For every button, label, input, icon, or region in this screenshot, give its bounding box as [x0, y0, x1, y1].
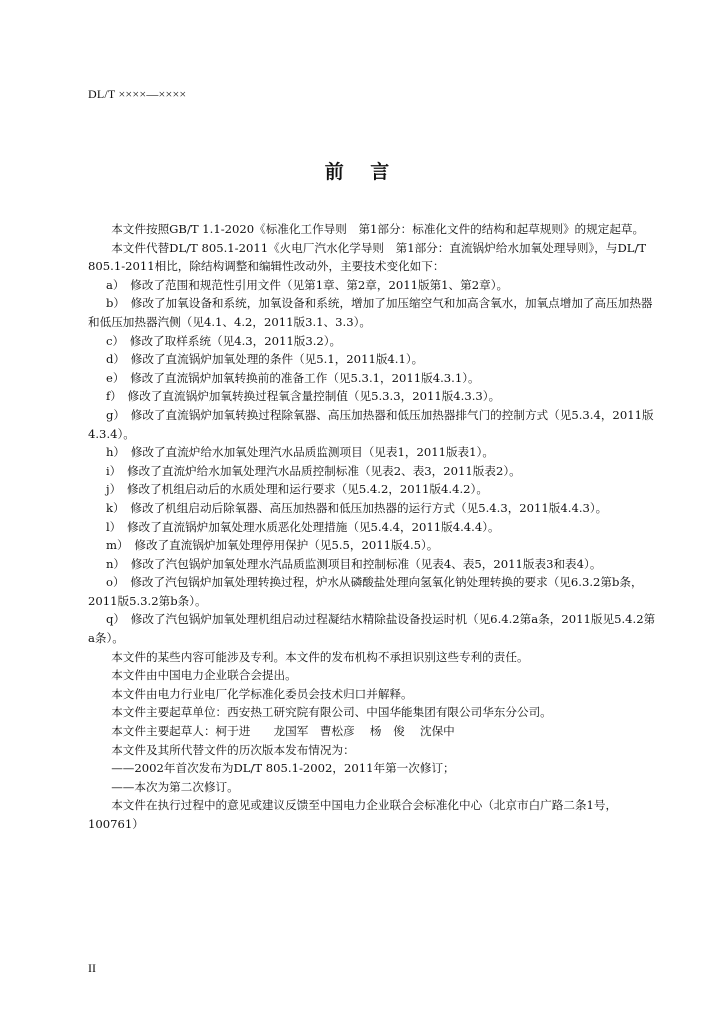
paragraph: ——2002年首次发布为DL/T 805.1-2002，2011年第一次修订；	[111, 761, 455, 776]
list-item: q） 修改了汽包锅炉加氧处理机组启动过程凝结水精除盐设备投运时机（见6.4.2第a条，2011版见5.4.2第a条）。	[88, 612, 656, 646]
header-doc-code: DL/T ××××—××××	[88, 87, 187, 101]
document-body	[88, 220, 658, 834]
paragraph: 本文件的某些内容可能涉及专利。本文件的发布机构不承担识别这些专利的责任。	[111, 649, 529, 664]
paragraph: 本文件主要起草人：柯于进 龙国军 曹松彦 杨 俊 沈保中	[111, 724, 455, 739]
paragraph: 本文件代替DL/T 805.1-2011《火电厂汽水化学导则 第1部分：直流锅炉给水加氧处理导则》，与DL/T 805.1-2011相比，除结构调整和编辑性改动外，主要技术变化如下：	[88, 240, 647, 274]
list-item: b） 修改了加氧设备和系统，加氧设备和系统，增加了加压缩空气和加高含氧水，加氧点增加了高压加热器和低压加热器汽侧（见4.1、4.2，2011版3.1、3.3）。	[88, 296, 653, 329]
list-item: d） 修改了直流锅炉加氧处理的条件（见5.1，2011版4.1）。	[105, 352, 424, 367]
page-number: II	[88, 961, 96, 975]
list-item: j） 修改了机组启动后的水质处理和运行要求（见5.4.2，2011版4.4.2）。	[105, 482, 488, 497]
list-item: a） 修改了范围和规范性引用文件（见第1章、第2章，2011版第1、第2章）。	[105, 277, 509, 292]
list-item: m） 修改了直流锅炉加氧处理停用保护（见5.5，2011版4.5）。	[105, 538, 439, 553]
paragraph: 本文件在执行过程中的意见或建议反馈至中国电力企业联合会标准化中心（北京市白广路二条1号，100761）	[88, 798, 618, 831]
list-item: g） 修改了直流锅炉加氧转换过程除氧器、高压加热器和低压加热器排气门的控制方式（见5.3.4，2011版4.3.4）。	[88, 407, 654, 441]
list-item: n） 修改了汽包锅炉加氧处理水汽品质监测项目和控制标准（见表4、表5，2011版表3和表4）。	[105, 556, 602, 571]
paragraph: 本文件由中国电力企业联合会提出。	[111, 668, 297, 683]
page-title: 前 言	[324, 161, 400, 183]
paragraph: ——本次为第二次修订。	[111, 779, 239, 794]
list-item: k） 修改了机组启动后除氧器、高压加热器和低压加热器的运行方式（见5.4.3，2011版4.4.3）。	[105, 500, 608, 515]
paragraph: 本文件及其所代替文件的历次版本发布情况为：	[111, 742, 355, 757]
list-item: o） 修改了汽包锅炉加氧处理转换过程，炉水从磷酸盐处理向氢氧化钠处理转换的要求（见6.3.2第b条，2011版5.3.2第b条）。	[88, 575, 643, 608]
paragraph: 本文件按照GB/T 1.1-2020《标准化工作导则 第1部分：标准化文件的结构和起草规则》的规定起草。	[111, 222, 645, 236]
list-item: i） 修改了直流炉给水加氧处理汽水品质控制标准（见表2、表3，2011版表2）。	[105, 463, 521, 478]
list-item: f） 修改了直流锅炉加氧转换过程氧含量控制值（见5.3.3，2011版4.3.3）。	[105, 389, 501, 404]
list-item: h） 修改了直流炉给水加氧处理汽水品质监测项目（见表1，2011版表1）。	[105, 445, 494, 460]
paragraph: 本文件主要起草单位：西安热工研究院有限公司、中国华能集团有限公司华东分公司。	[111, 705, 552, 720]
list-item: l） 修改了直流锅炉加氧处理水质恶化处理措施（见5.4.4，2011版4.4.4）。	[105, 519, 500, 534]
list-item: e） 修改了直流锅炉加氧转换前的准备工作（见5.3.1，2011版4.3.1）。	[105, 370, 480, 385]
list-item: c） 修改了取样系统（见4.3，2011版3.2）。	[105, 333, 342, 348]
paragraph: 本文件由电力行业电厂化学标准化委员会技术归口并解释。	[111, 686, 413, 701]
